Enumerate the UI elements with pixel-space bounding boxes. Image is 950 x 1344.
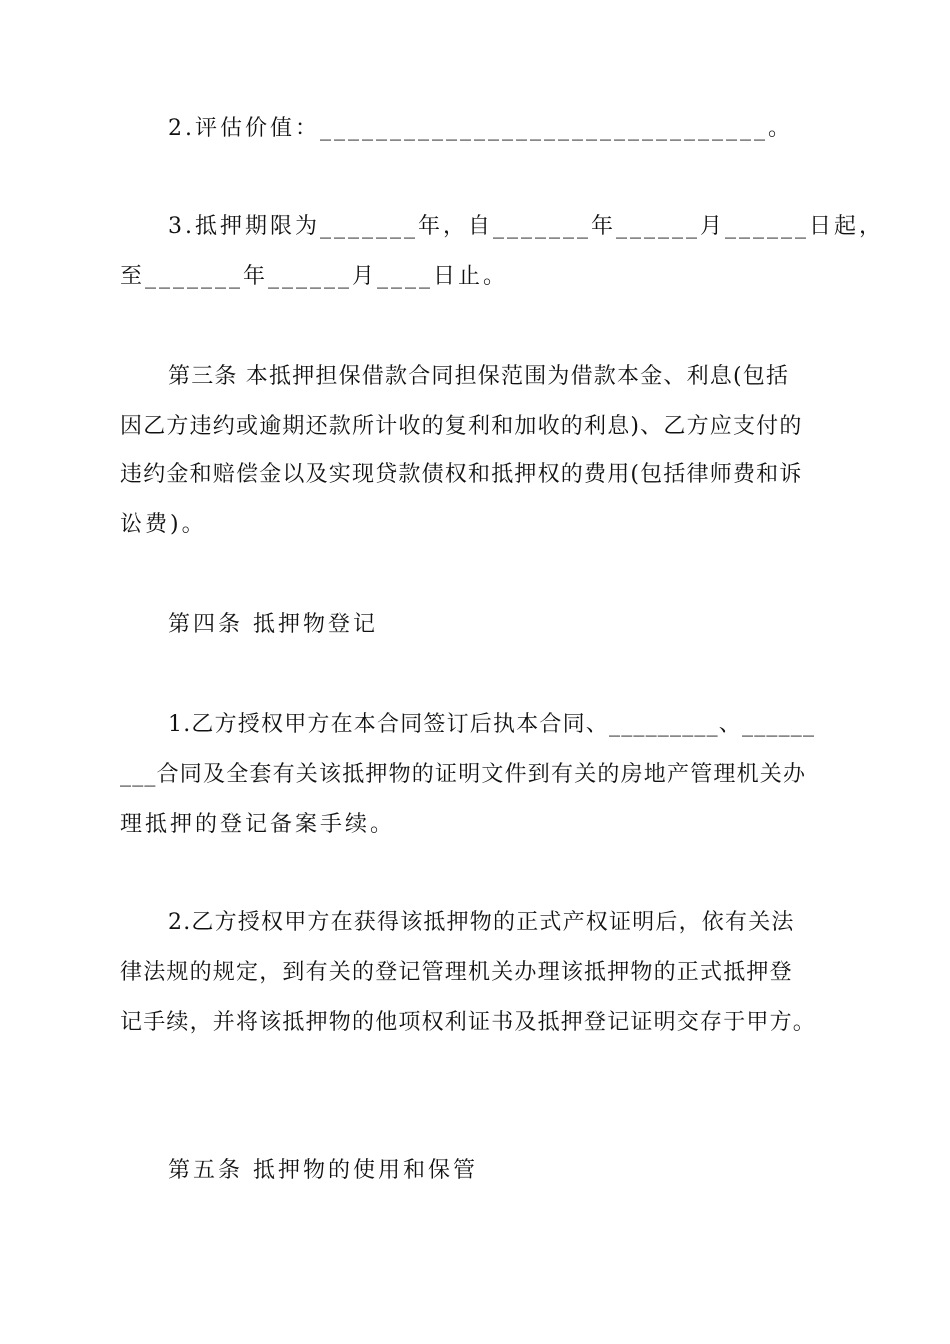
article-5-heading: 第五条 抵押物的使用和保管 xyxy=(168,1158,478,1183)
article-4-item-2-line1: 2.乙方授权甲方在获得该抵押物的正式产权证明后，依有关法 xyxy=(168,910,795,935)
item-3-mortgage-term-line1: 3.抵押期限为_______年，自_______年______月______日起， xyxy=(168,214,884,239)
article-4-heading: 第四条 抵押物登记 xyxy=(168,612,378,637)
item-3-mortgage-term-line2: 至_______年______月____日止。 xyxy=(120,264,509,289)
article-3-line4: 讼费)。 xyxy=(120,512,207,537)
article-4-item-2-line2: 律法规的规定，到有关的登记管理机关办理该抵押物的正式抵押登 xyxy=(120,960,793,985)
article-3-line2: 因乙方违约或逾期还款所计收的复利和加收的利息)、乙方应支付的 xyxy=(120,414,803,439)
article-4-item-1-line2: ___合同及全套有关该抵押物的证明文件到有关的房地产管理机关办 xyxy=(120,762,807,787)
article-3-line1: 第三条 本抵押担保借款合同担保范围为借款本金、利息(包括 xyxy=(168,364,790,389)
article-4-item-2-line3: 记手续，并将该抵押物的他项权利证书及抵押登记证明交存于甲方。 xyxy=(120,1010,817,1035)
article-3-line3: 违约金和赔偿金以及实现贷款债权和抵押权的费用(包括律师费和诉 xyxy=(120,462,803,487)
article-4-item-1-line1: 1.乙方授权甲方在本合同签订后执本合同、_________、______ xyxy=(168,712,816,737)
article-4-item-1-line3: 理抵押的登记备案手续。 xyxy=(120,812,396,837)
item-2-assessed-value: 2.评估价值：________________________________。 xyxy=(168,116,793,141)
